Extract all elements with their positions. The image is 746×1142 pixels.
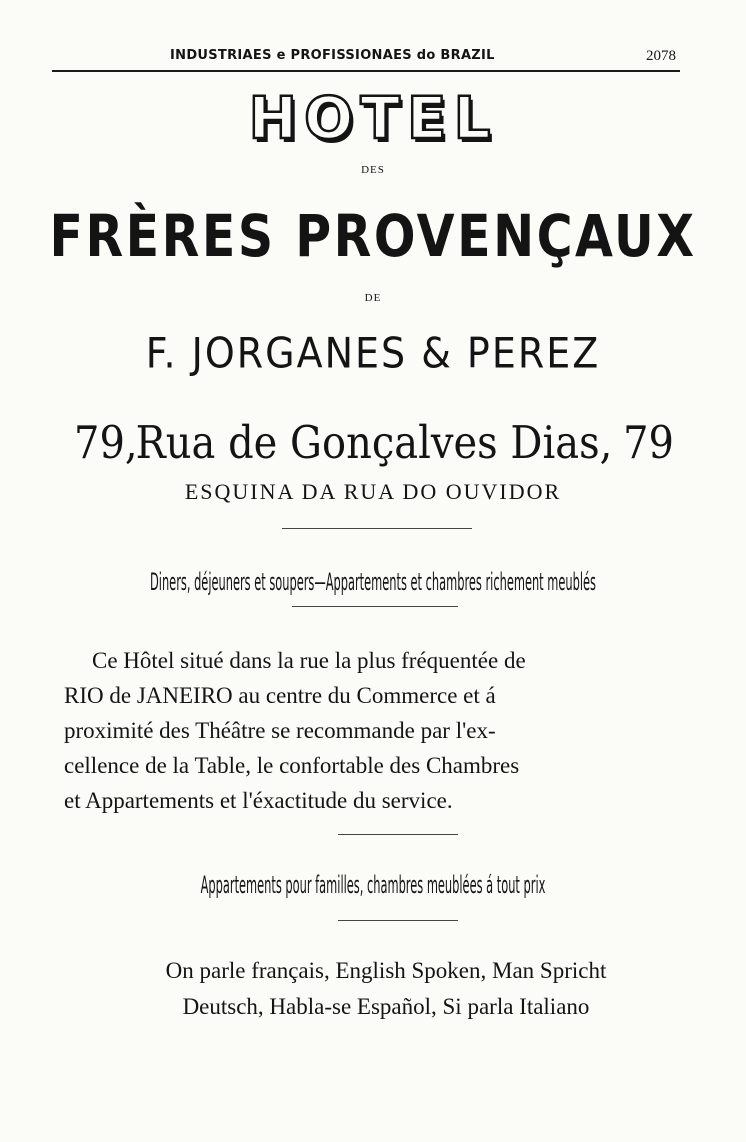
divider-rule xyxy=(282,528,472,529)
languages-spoken xyxy=(70,953,702,1025)
services-line: Diners, déjeuners et soupers—Appartements et chambres richement meublés xyxy=(150,568,596,597)
hotel-title: HOTEL xyxy=(248,84,498,152)
running-title: INDUSTRIAES e PROFISSIONAES do BRAZIL xyxy=(170,48,495,63)
proprietors: F. JORGANES & PEREZ xyxy=(145,329,601,378)
de-word: DE xyxy=(364,292,382,304)
running-head xyxy=(52,44,680,72)
languages-line: On parle français, English Spoken, Man Spricht xyxy=(165,958,607,983)
address-street: Rua de Gonçalves Dias, xyxy=(135,417,613,470)
hotel-description xyxy=(64,643,698,818)
divider-rule xyxy=(338,920,458,921)
address-line xyxy=(74,403,674,484)
apartments-line: Appartements pour familles, chambres meublées á tout prix xyxy=(200,871,546,900)
languages-line: Deutsch, Habla-se Español, Si parla Italiano xyxy=(182,994,590,1019)
divider-rule xyxy=(338,834,458,835)
description-line: proximité des Théâtre se recommande par l'ex- xyxy=(64,718,496,743)
hotel-name: FRÈRES PROVENÇAUX xyxy=(49,202,697,271)
divider-rule xyxy=(292,606,458,607)
description-line: Ce Hôtel situé dans la rue la plus fréquentée de xyxy=(92,648,526,673)
description-line: cellence de la Table, le confortable des Chambres xyxy=(64,753,520,778)
description-line: RIO de JANEIRO au centre du Commerce et á xyxy=(64,683,496,708)
description-line: et Appartements et l'éxactitude du service. xyxy=(64,788,453,813)
address-number-right: 79 xyxy=(623,417,674,470)
des-word: DES xyxy=(361,164,385,176)
corner-street: ESQUINA DA RUA DO OUVIDOR xyxy=(184,479,562,504)
page-number: 2078 xyxy=(646,48,676,64)
address-number-left: 79, xyxy=(74,417,138,470)
